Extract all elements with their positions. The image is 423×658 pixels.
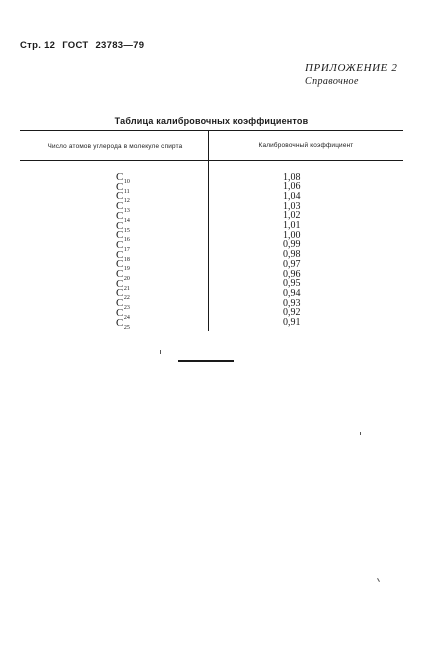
carbon-count: 10 [123, 179, 130, 185]
coefficient-value: 0,98 [283, 249, 301, 261]
carbon-count: 14 [123, 217, 130, 224]
carbon-symbol: C [116, 171, 124, 183]
column-header-coefficient: Калибровочный коэффициент [258, 142, 354, 149]
coefficient-value: 1,01 [283, 220, 301, 231]
carbon-count: 11 [123, 188, 130, 195]
scan-speck [160, 350, 161, 354]
coefficient-value: 0,95 [283, 278, 301, 290]
coefficient-value: 1,00 [283, 229, 301, 241]
carbon-symbol: C [116, 258, 124, 271]
page-number: Стр. 12 [20, 40, 56, 51]
coefficient-value: 0,92 [283, 307, 301, 319]
coefficient-value: 1,04 [283, 190, 301, 202]
carbon-symbol: C [116, 268, 124, 280]
coefficient-value: 0,94 [283, 287, 301, 299]
carbon-symbol: C [116, 306, 124, 319]
coefficient-value: 1,02 [283, 210, 301, 222]
coefficient-value: 1,03 [283, 200, 301, 212]
carbon-count: 19 [123, 266, 130, 273]
carbon-count: 12 [123, 198, 130, 205]
coefficient-value: 0,97 [283, 258, 301, 270]
carbon-count: 23 [123, 305, 130, 312]
carbon-count: 25 [123, 324, 130, 331]
carbon-symbol: C [116, 190, 124, 203]
table-top-rule [20, 130, 403, 131]
carbon-count: 17 [123, 246, 130, 253]
scan-speck [377, 578, 380, 582]
carbon-count: 15 [123, 227, 130, 234]
coefficient-value: 0,99 [283, 239, 301, 251]
carbon-symbol: C [116, 238, 124, 251]
table-header-rule [20, 160, 403, 161]
carbon-count: 22 [123, 295, 130, 302]
carbon-symbol: C [116, 248, 124, 261]
coefficient-value: 0,91 [283, 317, 301, 328]
end-rule [178, 360, 234, 362]
table-column-divider [208, 131, 209, 331]
appendix-title: ПРИЛОЖЕНИЕ 2 [305, 62, 398, 74]
carbon-symbol: C [116, 277, 124, 290]
standard-number: 23783—79 [95, 40, 145, 51]
carbon-symbol: C [116, 316, 124, 329]
table-title: Таблица калибровочных коэффициентов [114, 116, 309, 126]
carbon-symbol: C [116, 219, 124, 232]
coefficient-value: 1,08 [283, 171, 301, 183]
carbon-count: 20 [123, 276, 130, 282]
carbon-symbol: C [116, 209, 124, 222]
coefficient-value: 0,96 [283, 268, 301, 280]
coefficient-value: 1,06 [283, 181, 301, 193]
carbon-symbol: C [116, 229, 124, 242]
coefficient-value: 0,93 [283, 297, 301, 309]
carbon-count: 13 [123, 208, 130, 215]
carbon-count: 21 [123, 285, 130, 292]
carbon-symbol: C [116, 297, 124, 310]
page-header [20, 40, 148, 51]
carbon-symbol: C [116, 287, 124, 300]
carbon-count: 24 [123, 314, 130, 321]
carbon-count: 16 [123, 237, 130, 244]
carbon-symbol: C [116, 200, 124, 213]
carbon-formula [116, 318, 130, 331]
carbon-symbol: C [116, 180, 124, 193]
carbon-count: 18 [123, 256, 130, 263]
scan-speck [360, 432, 361, 435]
appendix-subtitle: Справочное [305, 76, 359, 87]
column-header-carbon-atoms: Число атомов углерода в молекуле спирта [47, 143, 183, 150]
standard-label: ГОСТ [62, 40, 89, 51]
